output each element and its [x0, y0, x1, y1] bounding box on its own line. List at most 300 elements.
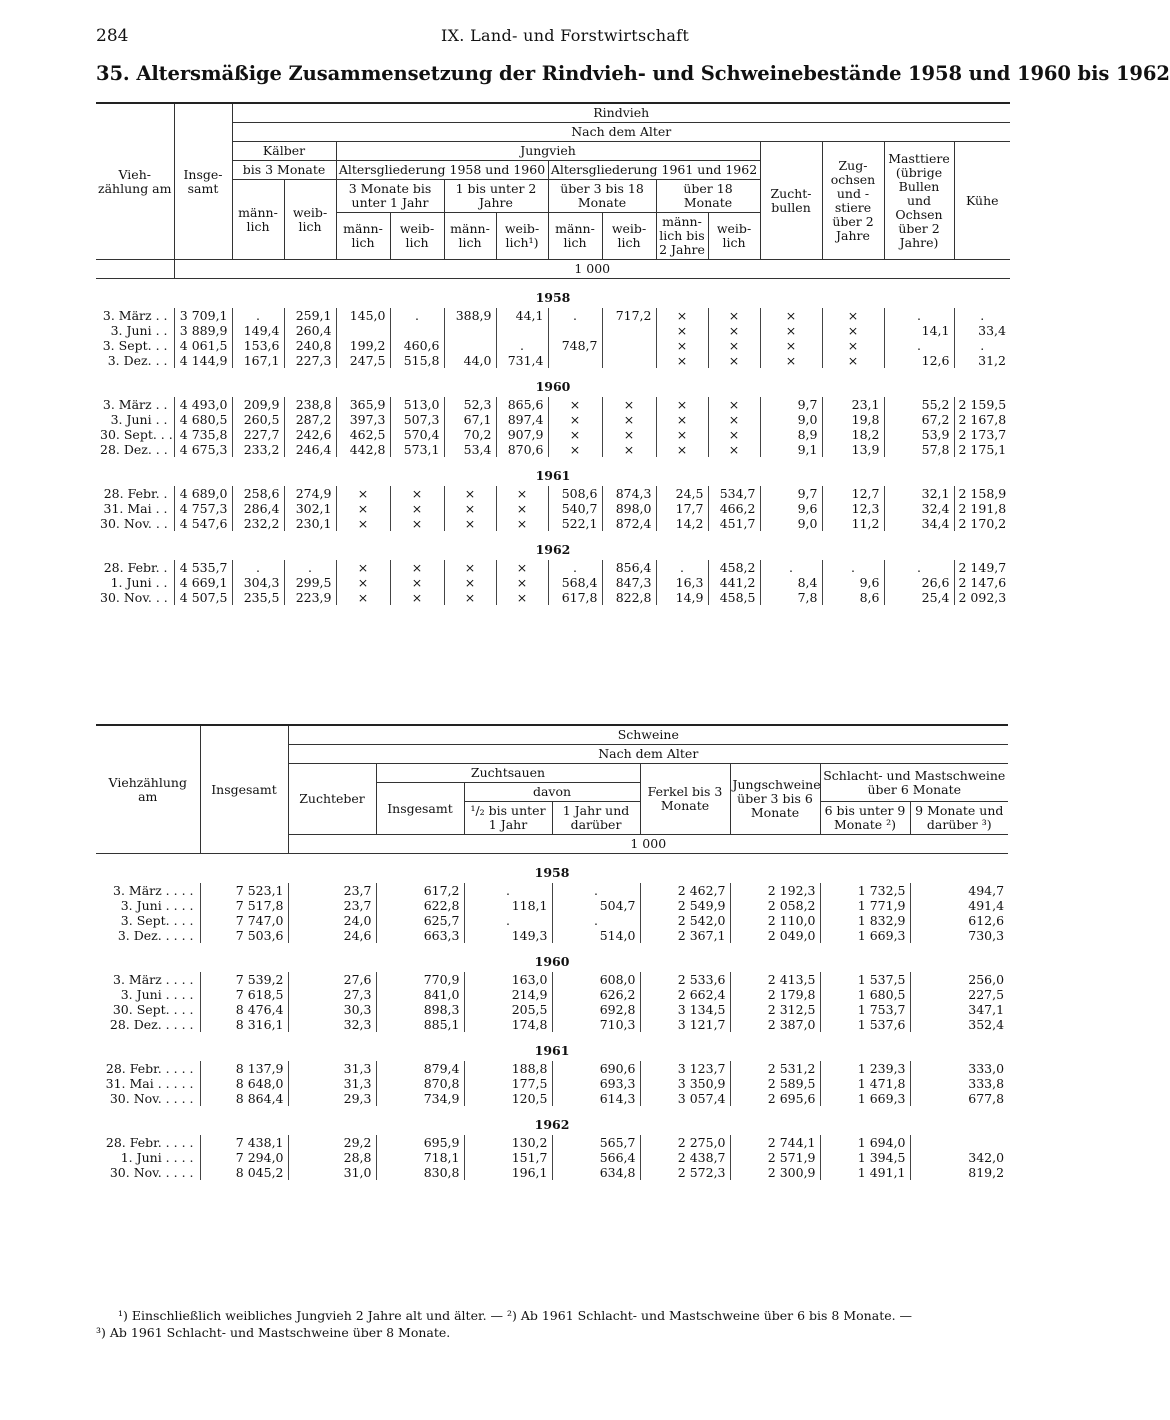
table-cell: 2 531,2 — [730, 1061, 820, 1076]
table-cell: 258,6 — [232, 486, 284, 501]
table-cell: 177,5 — [464, 1076, 552, 1091]
table-cell: 634,8 — [552, 1165, 640, 1180]
table-row — [96, 883, 1008, 898]
table-cell: 163,0 — [464, 972, 552, 987]
table-cell: 52,3 — [444, 397, 496, 412]
ag6162-header: Altersgliederung 1961 und 1962 — [548, 161, 760, 180]
table-cell: 870,6 — [496, 442, 548, 457]
date-label: 3. März . . — [102, 396, 168, 412]
date-label: 3. Juni . . — [110, 411, 168, 427]
table-cell: 27,6 — [288, 972, 376, 987]
table-cell: 227,7 — [232, 427, 284, 442]
table-cell: 149,3 — [464, 928, 552, 943]
table-cell: . — [232, 560, 284, 575]
table-cell: 7 539,2 — [200, 972, 288, 987]
table-row — [96, 501, 1010, 516]
table-cell: 55,2 — [884, 397, 954, 412]
table-cell: 2 462,7 — [640, 883, 730, 898]
table-cell — [444, 323, 496, 338]
table-cell: 8 648,0 — [200, 1076, 288, 1091]
s-nach-alter-header: Nach dem Alter — [288, 745, 1008, 764]
table-row — [96, 486, 1010, 501]
table-cell: 1 694,0 — [820, 1135, 910, 1150]
table-cell: 612,6 — [910, 913, 1008, 928]
table-cell — [602, 323, 656, 338]
year-row — [96, 531, 1010, 560]
unit-spacer — [96, 260, 174, 279]
table-cell: 242,6 — [284, 427, 336, 442]
date-label: 3. Dez. . . — [107, 352, 168, 368]
table-cell: 3 350,9 — [640, 1076, 730, 1091]
table-title: 35. Altersmäßige Zusammensetzung der Rindvieh- und Schweinebestände 1958 und 1960 bis 1962 — [96, 62, 1170, 85]
table-row — [96, 1135, 1008, 1150]
table-cell: 8 476,4 — [200, 1002, 288, 1017]
table-cell: 30,3 — [288, 1002, 376, 1017]
table-cell: 874,3 — [602, 486, 656, 501]
table-cell: 130,2 — [464, 1135, 552, 1150]
table-cell: 9,0 — [760, 412, 822, 427]
table-cell: 32,1 — [884, 486, 954, 501]
table-row — [96, 427, 1010, 442]
table-cell: 205,5 — [464, 1002, 552, 1017]
table-cell: 898,3 — [376, 1002, 464, 1017]
table-row — [96, 1002, 1008, 1017]
table-cell: × — [336, 590, 390, 605]
table-cell: 540,7 — [548, 501, 602, 516]
table-cell: 33,4 — [954, 323, 1010, 338]
table-cell: 153,6 — [232, 338, 284, 353]
table-cell: 9,0 — [760, 516, 822, 531]
table-cell: × — [822, 323, 884, 338]
date-label: 1. Juni . . — [110, 574, 168, 590]
table-cell: 347,1 — [910, 1002, 1008, 1017]
table-cell: 23,7 — [288, 883, 376, 898]
date-label: 28. Dez. . . . . — [109, 1016, 194, 1032]
table-cell: . — [548, 308, 602, 323]
table-cell: 24,0 — [288, 913, 376, 928]
table-cell: 230,1 — [284, 516, 336, 531]
table-cell: 872,4 — [602, 516, 656, 531]
table-cell: 695,9 — [376, 1135, 464, 1150]
table-cell: 1 537,6 — [820, 1017, 910, 1032]
table-cell: 565,7 — [552, 1135, 640, 1150]
table-cell: 23,1 — [822, 397, 884, 412]
table-cell: 12,6 — [884, 353, 954, 368]
table-cell: 256,0 — [910, 972, 1008, 987]
table-cell: × — [656, 427, 708, 442]
kaelber-weiblich-header: weiblich — [284, 180, 336, 260]
table-cell: 28,8 — [288, 1150, 376, 1165]
table-row — [96, 1061, 1008, 1076]
table-cell: 1 239,3 — [820, 1061, 910, 1076]
table-cell: 614,3 — [552, 1091, 640, 1106]
table-cell: 16,3 — [656, 575, 708, 590]
table-cell: 865,6 — [496, 397, 548, 412]
davon-header: davon — [464, 783, 640, 802]
table-cell: 1 680,5 — [820, 987, 910, 1002]
table-cell: × — [708, 427, 760, 442]
table-cell: 7 438,1 — [200, 1135, 288, 1150]
table-cell: 34,4 — [884, 516, 954, 531]
table-cell: 238,8 — [284, 397, 336, 412]
table-cell: 8 316,1 — [200, 1017, 288, 1032]
table-cell: 9,6 — [760, 501, 822, 516]
ein-jahr-header: 1 Jahr und darüber — [552, 802, 640, 835]
table-cell: . — [552, 883, 640, 898]
table-row — [96, 987, 1008, 1002]
table-cell: 458,2 — [708, 560, 760, 575]
table-cell: × — [390, 575, 444, 590]
table-cell: × — [496, 560, 548, 575]
table-cell: × — [548, 397, 602, 412]
table-cell: 2 549,9 — [640, 898, 730, 913]
table-cell: 2 744,1 — [730, 1135, 820, 1150]
masttiere-header: Masttiere (übrige Bullen und Ochsen über 2 Jahre) — [884, 142, 954, 260]
zuchtbullen-header: Zuchtbullen — [760, 142, 822, 260]
table-cell: 617,8 — [548, 590, 602, 605]
table-cell: 2 159,5 — [954, 397, 1010, 412]
table-cell: × — [548, 412, 602, 427]
kuehe-header: Kühe — [954, 142, 1010, 260]
date-label: 28. Febr. . . . . — [105, 1134, 194, 1150]
table-cell: 9,1 — [760, 442, 822, 457]
table-row — [96, 1150, 1008, 1165]
table-cell: × — [390, 516, 444, 531]
table-cell: × — [656, 308, 708, 323]
table-cell: 2 092,3 — [954, 590, 1010, 605]
table-cell: 14,1 — [884, 323, 954, 338]
year-row — [96, 854, 1008, 884]
date-label: 28. Febr. . — [103, 485, 168, 501]
table-cell: 199,2 — [336, 338, 390, 353]
table-cell: 2 173,7 — [954, 427, 1010, 442]
table-cell: 693,3 — [552, 1076, 640, 1091]
table-cell: 23,7 — [288, 898, 376, 913]
table-cell: 1 771,9 — [820, 898, 910, 913]
table-cell: × — [336, 486, 390, 501]
table-cell: 2 312,5 — [730, 1002, 820, 1017]
rindvieh-table — [96, 102, 1010, 605]
table-cell: 19,8 — [822, 412, 884, 427]
table-cell: 2 192,3 — [730, 883, 820, 898]
table-cell: 508,6 — [548, 486, 602, 501]
table-cell: 304,3 — [232, 575, 284, 590]
table-cell: 566,4 — [552, 1150, 640, 1165]
date-label: 3. Dez. . . . . — [117, 927, 194, 943]
schweine-table — [96, 724, 1008, 1180]
table-cell: 1 394,5 — [820, 1150, 910, 1165]
table-cell: × — [496, 575, 548, 590]
table-cell: × — [444, 501, 496, 516]
table-cell: × — [548, 442, 602, 457]
table-cell: 3 709,1 — [174, 308, 232, 323]
table-cell: × — [444, 575, 496, 590]
table-cell: 731,4 — [496, 353, 548, 368]
table-cell: × — [656, 323, 708, 338]
table-cell: 841,0 — [376, 987, 464, 1002]
table-cell: 8,4 — [760, 575, 822, 590]
table-cell: 260,4 — [284, 323, 336, 338]
table-cell: 2 589,5 — [730, 1076, 820, 1091]
table-cell: 2 542,0 — [640, 913, 730, 928]
table-cell: 25,4 — [884, 590, 954, 605]
table-row — [96, 1076, 1008, 1091]
table-row — [96, 560, 1010, 575]
table-cell: × — [496, 590, 548, 605]
table-cell: 365,9 — [336, 397, 390, 412]
table-cell — [548, 323, 602, 338]
date-label: 30. Nov. . . . . — [109, 1090, 194, 1106]
table-cell: × — [656, 397, 708, 412]
schweine-body — [96, 854, 1008, 1181]
table-cell: 770,9 — [376, 972, 464, 987]
table-row — [96, 928, 1008, 943]
table-cell: 1 537,5 — [820, 972, 910, 987]
table-cell: 29,2 — [288, 1135, 376, 1150]
table-row — [96, 442, 1010, 457]
table-cell: × — [444, 560, 496, 575]
date-label: 3. Juni . . . . — [120, 897, 194, 913]
table-cell: 514,0 — [552, 928, 640, 943]
table-cell: 573,1 — [390, 442, 444, 457]
table-cell: . — [954, 308, 1010, 323]
u3-weiblich-header: weiblich — [602, 213, 656, 260]
table-cell: 1 471,8 — [820, 1076, 910, 1091]
table-cell: 397,3 — [336, 412, 390, 427]
page-header — [96, 26, 1008, 50]
table-cell: 67,2 — [884, 412, 954, 427]
table-cell: 494,7 — [910, 883, 1008, 898]
table-cell: 1 669,3 — [820, 1091, 910, 1106]
table-cell: × — [602, 412, 656, 427]
year-label: 1961 — [534, 1043, 570, 1058]
table-cell: 856,4 — [602, 560, 656, 575]
table-cell: 32,4 — [884, 501, 954, 516]
date-label: 3. Sept. . . . — [120, 912, 194, 928]
table-cell: 333,8 — [910, 1076, 1008, 1091]
table-row — [96, 575, 1010, 590]
year-label: 1958 — [535, 290, 571, 305]
table-cell: 690,6 — [552, 1061, 640, 1076]
table-cell: 1 753,7 — [820, 1002, 910, 1017]
table-cell: 299,5 — [284, 575, 336, 590]
date-label: 3. März . . . . — [113, 882, 194, 898]
table-cell: 27,3 — [288, 987, 376, 1002]
table-cell: 286,4 — [232, 501, 284, 516]
table-cell: 830,8 — [376, 1165, 464, 1180]
table-cell: 209,9 — [232, 397, 284, 412]
table-cell: 4 493,0 — [174, 397, 232, 412]
table-cell: 460,6 — [390, 338, 444, 353]
date-label: 30. Sept. . . . — [112, 1001, 194, 1017]
date-label: 3. März . . . . — [113, 971, 194, 987]
table-cell: 4 144,9 — [174, 353, 232, 368]
date-label: 30. Sept. . . — [100, 426, 173, 442]
table-cell: 748,7 — [548, 338, 602, 353]
rindvieh-body — [96, 279, 1010, 606]
table-cell: 677,8 — [910, 1091, 1008, 1106]
table-cell: 4 680,5 — [174, 412, 232, 427]
table-cell: 1 491,1 — [820, 1165, 910, 1180]
date-label: 1. Juni . . . . — [120, 1149, 194, 1165]
table-cell: × — [496, 516, 548, 531]
date-label: 3. Sept. . . — [102, 337, 168, 353]
table-cell: 196,1 — [464, 1165, 552, 1180]
table-cell — [444, 338, 496, 353]
table-cell: 29,3 — [288, 1091, 376, 1106]
table-cell: 2 275,0 — [640, 1135, 730, 1150]
table-cell: 8,6 — [822, 590, 884, 605]
table-cell: 9,7 — [760, 397, 822, 412]
date-label: 31. Mai . . . . . — [105, 1075, 194, 1091]
table-cell: 302,1 — [284, 501, 336, 516]
table-cell: 2 170,2 — [954, 516, 1010, 531]
table-cell: × — [760, 338, 822, 353]
table-cell: 7 294,0 — [200, 1150, 288, 1165]
year-label: 1960 — [534, 954, 570, 969]
table-cell — [548, 353, 602, 368]
table-cell: 233,2 — [232, 442, 284, 457]
year-label: 1962 — [534, 1117, 570, 1132]
date-label: 3. Juni . . . . — [120, 986, 194, 1002]
table-cell: × — [656, 353, 708, 368]
table-cell: × — [548, 427, 602, 442]
year-label: 1962 — [535, 542, 571, 557]
kaelber-header: Kälber — [232, 142, 336, 161]
table-cell: 8 864,4 — [200, 1091, 288, 1106]
table-cell: 730,3 — [910, 928, 1008, 943]
table-cell: . — [552, 913, 640, 928]
neun-monate-header: 9 Monate und darüber ³) — [910, 802, 1008, 835]
table-cell: 12,7 — [822, 486, 884, 501]
table-cell: 32,3 — [288, 1017, 376, 1032]
table-cell: 466,2 — [708, 501, 760, 516]
table-cell: 1 832,9 — [820, 913, 910, 928]
table-cell: 622,8 — [376, 898, 464, 913]
year-row — [96, 1032, 1008, 1061]
table-cell: × — [822, 353, 884, 368]
table-cell: 897,4 — [496, 412, 548, 427]
table-cell: × — [656, 412, 708, 427]
table-cell: 2 533,6 — [640, 972, 730, 987]
table-cell: × — [336, 575, 390, 590]
table-row — [96, 323, 1010, 338]
year-row — [96, 279, 1010, 309]
zuchtsauen-header: Zuchtsauen — [376, 764, 640, 783]
table-cell: 710,3 — [552, 1017, 640, 1032]
table-cell: 7 747,0 — [200, 913, 288, 928]
date-label: 30. Nov. . . — [100, 515, 168, 531]
table-cell: 534,7 — [708, 486, 760, 501]
table-cell: 14,2 — [656, 516, 708, 531]
table-row — [96, 913, 1008, 928]
table-cell: 663,3 — [376, 928, 464, 943]
table-cell: 507,3 — [390, 412, 444, 427]
footnote-1: ¹) Einschließlich weibliches Jungvieh 2 Jahre alt und älter. — ²) Ab 1961 Schlacht- und Mastschweine über 6 bis 8 Monate. — — [118, 1308, 913, 1323]
table-cell: . — [656, 560, 708, 575]
nach-alter-header: Nach dem Alter — [232, 123, 1010, 142]
table-cell: 17,7 — [656, 501, 708, 516]
table-cell: 70,2 — [444, 427, 496, 442]
table-cell: . — [464, 913, 552, 928]
table-cell: × — [708, 442, 760, 457]
table-row — [96, 397, 1010, 412]
table-cell: 1 669,3 — [820, 928, 910, 943]
table-cell: . — [464, 883, 552, 898]
table-cell: 4 507,5 — [174, 590, 232, 605]
table-cell: 120,5 — [464, 1091, 552, 1106]
date-label: 28. Febr. . — [103, 559, 168, 575]
table-cell: 44,1 — [496, 308, 548, 323]
u3-maennlich-header: männlich — [548, 213, 602, 260]
table-cell: 24,6 — [288, 928, 376, 943]
table-cell: × — [708, 338, 760, 353]
table-cell: 2 438,7 — [640, 1150, 730, 1165]
table-cell: × — [708, 397, 760, 412]
table-cell — [602, 353, 656, 368]
table-row — [96, 1165, 1008, 1180]
table-cell: × — [656, 338, 708, 353]
bis3-header: bis 3 Monate — [232, 161, 336, 180]
table-cell: × — [444, 590, 496, 605]
table-cell: 2 049,0 — [730, 928, 820, 943]
table-cell: 246,4 — [284, 442, 336, 457]
table-cell: 717,2 — [602, 308, 656, 323]
table-cell: 513,0 — [390, 397, 444, 412]
table-cell: 13,9 — [822, 442, 884, 457]
table-cell: 11,2 — [822, 516, 884, 531]
table-cell: × — [708, 412, 760, 427]
s-unit-label: 1 000 — [288, 835, 1008, 854]
schweine-group-header: Schweine — [288, 725, 1008, 745]
unit-label: 1 000 — [174, 260, 1010, 279]
table-cell: × — [496, 486, 548, 501]
table-cell: 188,8 — [464, 1061, 552, 1076]
table-cell: . — [760, 560, 822, 575]
table-cell: 3 057,4 — [640, 1091, 730, 1106]
table-cell: 352,4 — [910, 1017, 1008, 1032]
table-cell: 9,7 — [760, 486, 822, 501]
table-row — [96, 898, 1008, 913]
table-cell: 515,8 — [390, 353, 444, 368]
table-cell: 1 732,5 — [820, 883, 910, 898]
table-cell — [390, 323, 444, 338]
table-cell: 145,0 — [336, 308, 390, 323]
table-cell: 247,5 — [336, 353, 390, 368]
table-cell: 2 367,1 — [640, 928, 730, 943]
table-cell: . — [390, 308, 444, 323]
table-cell: 870,8 — [376, 1076, 464, 1091]
date-label: 30. Nov. . . — [100, 589, 168, 605]
table-cell: 67,1 — [444, 412, 496, 427]
date-label: 30. Nov. . . . . — [109, 1164, 194, 1180]
table-cell: 4 689,0 — [174, 486, 232, 501]
year-row — [96, 1106, 1008, 1135]
viehzaehlung-header: Viehzählung am — [96, 103, 174, 260]
date-label: 3. März . . — [102, 307, 168, 323]
table-cell: . — [822, 560, 884, 575]
table-cell: 24,5 — [656, 486, 708, 501]
year-label: 1960 — [535, 379, 571, 394]
table-cell: 7,8 — [760, 590, 822, 605]
page-number: 284 — [96, 26, 129, 46]
table-cell: 7 503,6 — [200, 928, 288, 943]
table-cell: 2 191,8 — [954, 501, 1010, 516]
table-cell: 333,0 — [910, 1061, 1008, 1076]
table-cell: 3 134,5 — [640, 1002, 730, 1017]
table-row — [96, 338, 1010, 353]
table-cell: 53,9 — [884, 427, 954, 442]
